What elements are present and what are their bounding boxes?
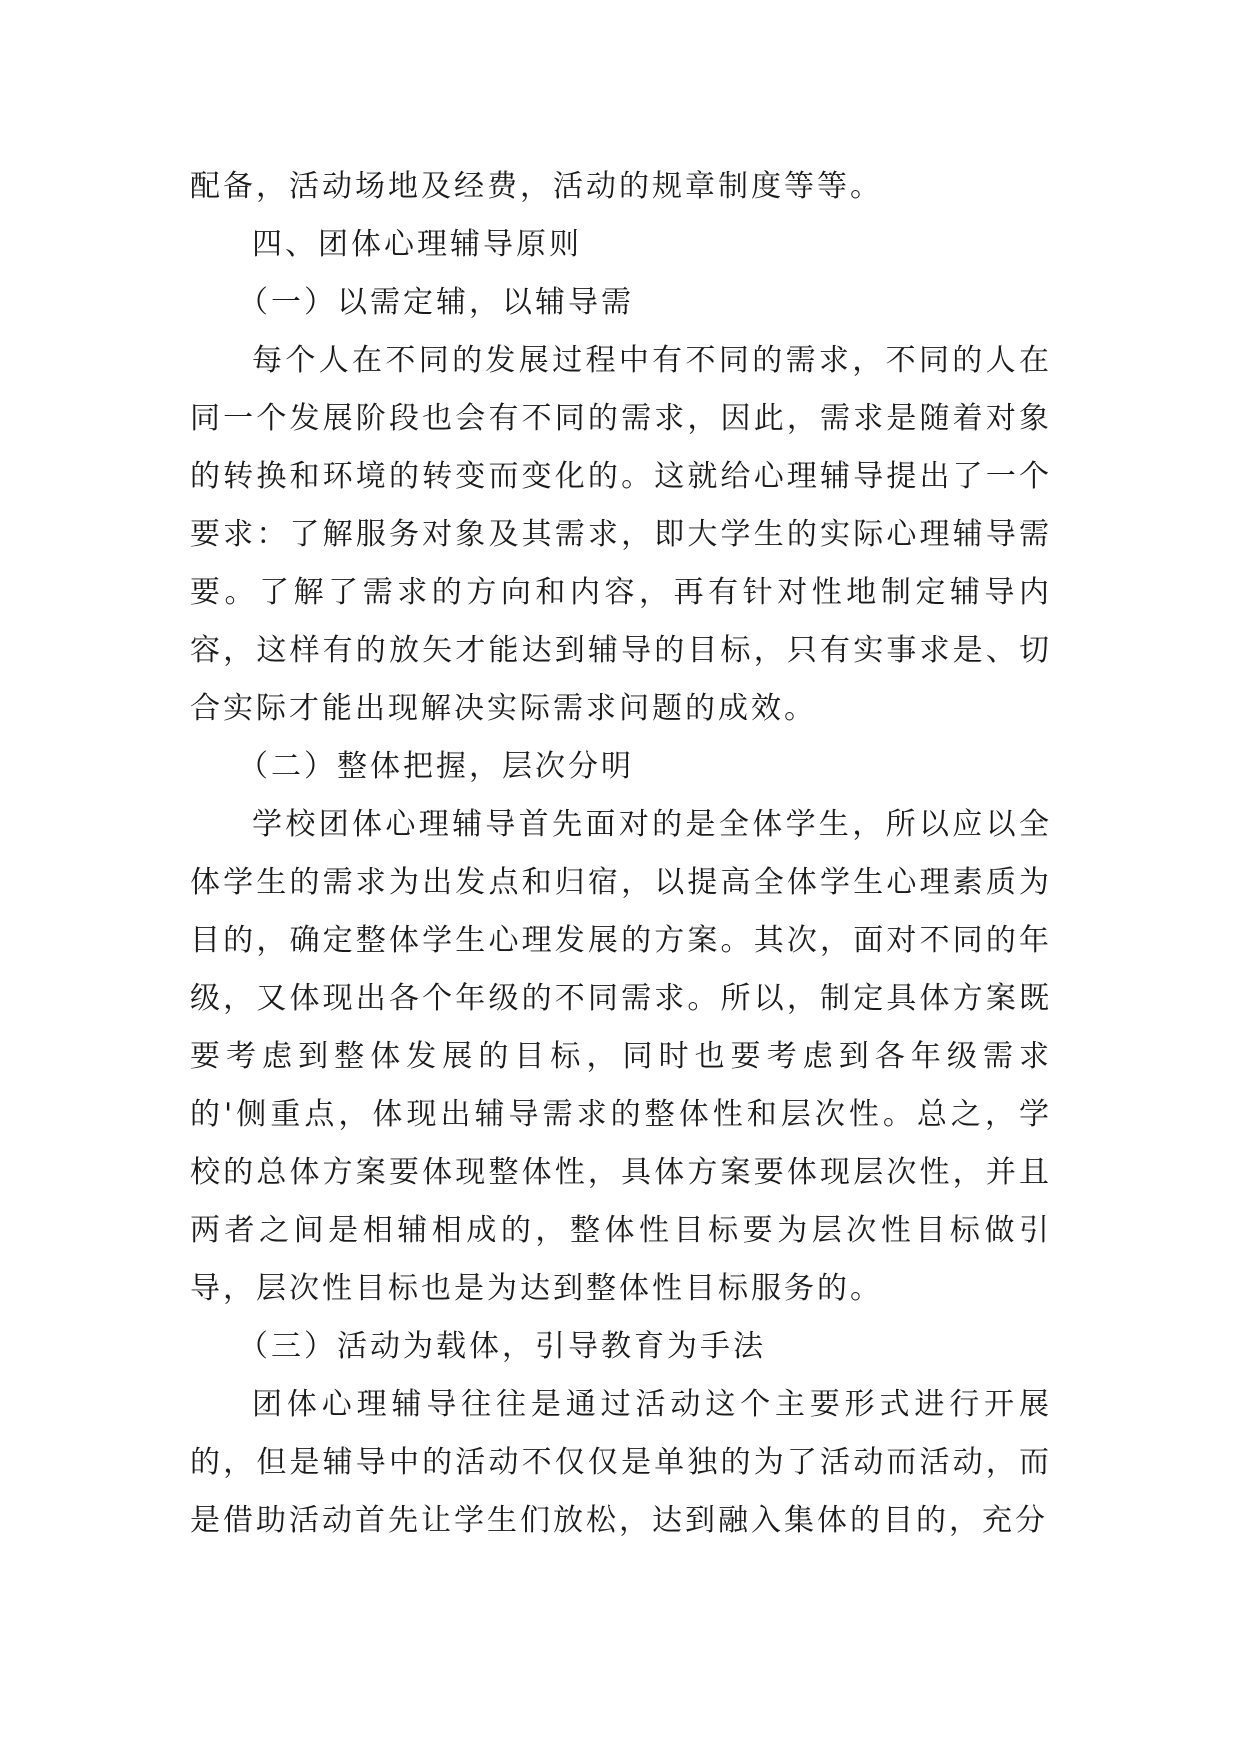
section-heading: 四、团体心理辅导原则 (252, 227, 582, 262)
subsection-heading-2: （二）整体把握，层次分明 (238, 749, 634, 784)
body-paragraph: 团体心理辅导往往是通过活动这个主要形式进行开展的，但是辅导中的活动不仅仅是单独的为了活动而活动，而是借助活动首先让学生们放松，达到融入集体的目的，充分 (190, 1387, 1052, 1538)
body-paragraph: 每个人在不同的发展过程中有不同的需求，不同的人在同一个发展阶段也会有不同的需求，因此，需求是随着对象的转换和环境的转变而变化的。这就给心理辅导提出了一个要求：了解服务对象及其需求，即大学生的实际心理辅导需要。了解了需求的方向和内容，再有针对性地制定辅导内容，这样有的放矢才能达到辅导的目标，只有实事求是、切合实际才能出现解决实际需求问题的成效。 (190, 343, 1052, 726)
body-paragraph: 学校团体心理辅导首先面对的是全体学生，所以应以全体学生的需求为出发点和归宿，以提高全体学生心理素质为目的，确定整体学生心理发展的方案。其次，面对不同的年级，又体现出各个年级的不同需求。所以，制定具体方案既要考虑到整体发展的目标，同时也要考虑到各年级需求的'侧重点，体现出辅导需求的整体性和层次性。总之，学校的总体方案要体现整体性，具体方案要体现层次性，并且两者之间是相辅相成的，整体性目标要为层次性目标做引导，层次性目标也是为达到整体性目标服务的。 (190, 807, 1052, 1306)
subsection-heading-3: （三）活动为载体，引导教育为手法 (238, 1329, 766, 1364)
document-page (190, 158, 1052, 1550)
body-paragraph-continued: 配备，活动场地及经费，活动的规章制度等等。 (190, 169, 883, 204)
subsection-heading-1: （一）以需定辅，以辅导需 (238, 285, 634, 320)
